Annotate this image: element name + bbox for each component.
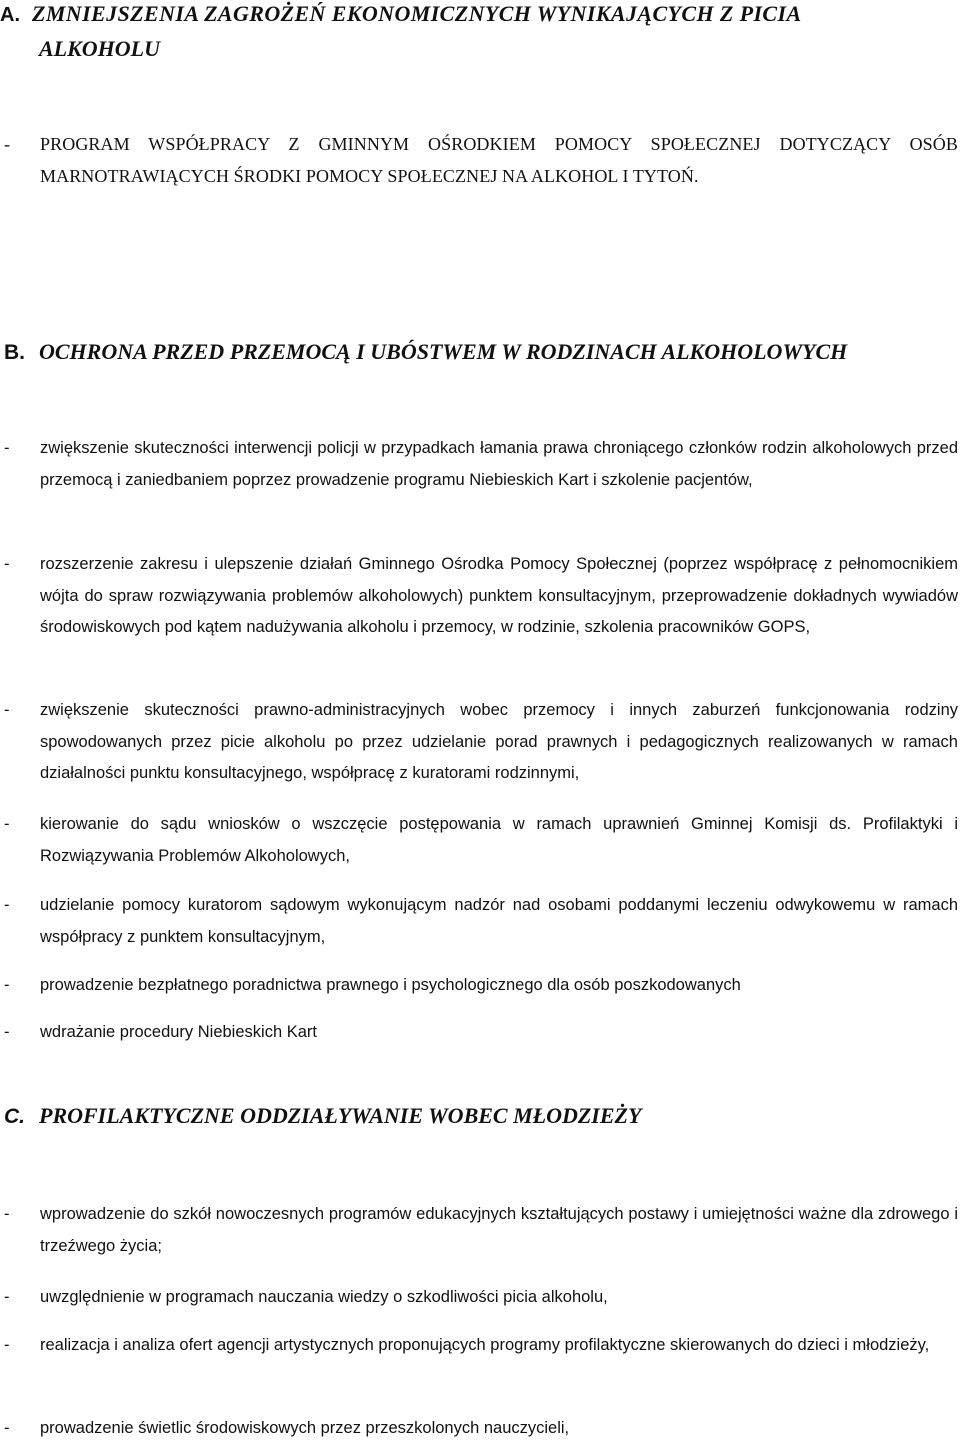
list-item-text: uwzględnienie w programach nauczania wiedzy o szkodliwości picia alkoholu, — [40, 1288, 608, 1306]
list-dash: - — [4, 1419, 10, 1437]
list-dash: - — [4, 555, 10, 573]
list-item-a1 — [0, 129, 960, 192]
list-item-text: prowadzenie świetlic środowiskowych przez przeszkolonych nauczycieli, — [40, 1419, 570, 1437]
list-item-text: PROGRAM WSPÓŁPRACY Z GMINNYM OŚRODKIEM POMOCY SPOŁECZNEJ DOTYCZĄCY OSÓB MARNOTRAWIĄCYCH ŚRODKI POMOCY SPOŁECZNEJ NA ALKOHOL I TYTOŃ. — [40, 134, 958, 186]
list-dash: - — [4, 896, 10, 914]
list-item-text: zwiększenie skuteczności interwencji policji w przypadkach łamania prawa chroniącego członków rodzin alkoholowych przed przemocą i zaniedbaniem poprzez prowadzenie programu Niebieskich Kart i szkolenie pacjentów, — [40, 439, 958, 489]
list-item-text: prowadzenie bezpłatnego poradnictwa prawnego i psychologicznego dla osób poszkodowanych — [40, 976, 741, 994]
list-item-b5 — [0, 890, 960, 953]
list-item-text: wdrażanie procedury Niebieskich Kart — [40, 1023, 317, 1041]
list-item-b3 — [0, 695, 960, 790]
list-item-b1 — [0, 433, 960, 496]
list-item-b2 — [0, 549, 960, 644]
list-item-b4 — [0, 809, 960, 872]
section-c-heading — [4, 1099, 960, 1134]
section-b-title: OCHRONA PRZED PRZEMOCĄ I UBÓSTWEM W RODZINACH ALKOHOLOWYCH — [39, 339, 848, 364]
list-dash: - — [4, 1205, 10, 1223]
list-dash: - — [4, 701, 10, 719]
section-a-letter: A. — [0, 4, 20, 26]
list-dash: - — [4, 976, 10, 994]
list-item-c1 — [0, 1199, 960, 1262]
section-a-title-line1: ZMNIEJSZENIA ZAGROŻEŃ EKONOMICZNYCH WYNIKAJĄCYCH Z PICIA — [32, 1, 802, 26]
list-dash: - — [4, 815, 10, 833]
list-dash: - — [4, 439, 10, 457]
list-item-c3 — [0, 1330, 960, 1362]
list-dash: - — [4, 1023, 10, 1041]
list-item-text: udzielanie pomocy kuratorom sądowym wykonującym nadzór nad osobami poddanymi leczeniu odwykowemu w ramach współpracy z punktem konsultacyjnym, — [40, 896, 958, 946]
section-b-heading — [4, 335, 960, 370]
section-a-title-line2: ALKOHOLU — [39, 36, 160, 61]
list-dash: - — [4, 1336, 10, 1354]
section-b-letter: B. — [4, 341, 25, 364]
list-item-c2 — [0, 1282, 960, 1314]
list-item-text: wprowadzenie do szkół nowoczesnych programów edukacyjnych kształtujących postawy i umiejętności ważne dla zdrowego i trzeźwego życia; — [40, 1205, 958, 1255]
list-item-b7 — [0, 1017, 960, 1049]
section-c-title: PROFILAKTYCZNE ODDZIAŁYWANIE WOBEC MŁODZIEŻY — [39, 1103, 642, 1128]
section-a-heading — [0, 0, 960, 66]
list-item-b6 — [0, 970, 960, 1002]
list-item-text: kierowanie do sądu wniosków o wszczęcie postępowania w ramach uprawnień Gminnej Komisji ds. Profilaktyki i Rozwiązywania Problemów Alkoholowych, — [40, 815, 958, 865]
list-item-text: rozszerzenie zakresu i ulepszenie działań Gminnego Ośrodka Pomocy Społecznej (poprzez współpracę z pełnomocnikiem wójta do spraw rozwiązywania problemów alkoholowych) punktem konsultacyjnym, przeprowadzenie dokładnych wywiadów środowiskowych pod kątem nadużywania alkoholu i przemocy, w rodzinie, szkolenia pracowników GOPS, — [40, 555, 958, 636]
list-item-text: realizacja i analiza ofert agencji artystycznych proponujących programy profilaktyczne skierowanych do dzieci i młodzieży, — [40, 1336, 930, 1354]
section-c-letter: C. — [4, 1105, 25, 1128]
list-dash: - — [4, 1288, 10, 1306]
list-item-text: zwiększenie skuteczności prawno-administracyjnych wobec przemocy i innych zaburzeń funkcjonowania rodziny spowodowanych przez picie alkoholu po przez udzielanie porad prawnych i pedagogicznych realizowanych w ramach działalności punktu konsultacyjnego, współpracę z kuratorami rodzinnymi, — [40, 701, 958, 782]
list-dash: - — [4, 134, 10, 154]
